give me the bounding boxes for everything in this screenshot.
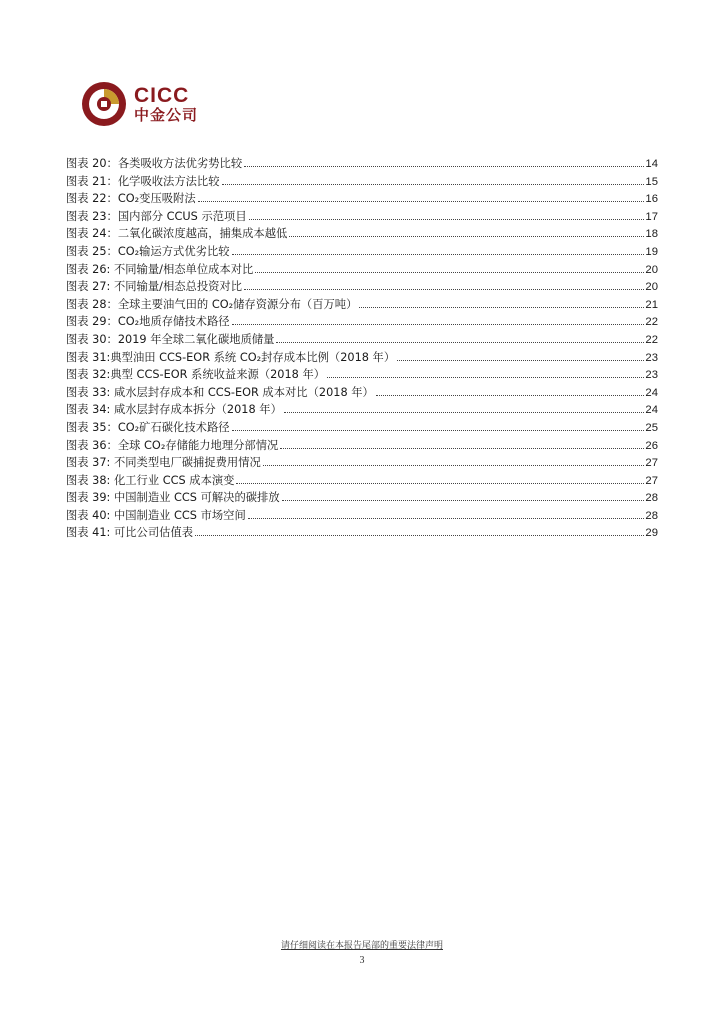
toc-entry-title: 图表 35：CO₂矿石碳化技术路径 — [66, 420, 230, 434]
toc-entry-title: 图表 36：全球 CO₂存储能力地理分部情况 — [66, 438, 279, 452]
company-logo — [80, 80, 198, 128]
toc-dot-leader — [249, 218, 645, 220]
toc-entry-page: 28 — [645, 509, 658, 522]
toc-dot-leader — [222, 183, 645, 185]
toc-entry-title: 图表 31:典型油田 CCS-EOR 系统 CO₂封存成本比例（2018 年） — [66, 350, 396, 364]
toc-entry-page: 27 — [645, 474, 658, 487]
toc-dot-leader — [284, 411, 645, 413]
toc-entry[interactable] — [66, 507, 658, 525]
toc-dot-leader — [232, 323, 645, 325]
toc-entry-page: 16 — [645, 193, 658, 206]
logo-english-name: CICC — [134, 84, 190, 107]
toc-dot-leader — [376, 394, 645, 396]
toc-dot-leader — [195, 534, 644, 536]
toc-entry-page: 23 — [645, 369, 658, 382]
toc-entry-page: 26 — [645, 439, 658, 452]
toc-entry[interactable] — [66, 261, 658, 279]
toc-entry[interactable] — [66, 489, 658, 507]
toc-entry-page: 24 — [645, 386, 658, 399]
toc-entry-title: 图表 41: 可比公司估值表 — [66, 526, 194, 540]
toc-entry-page: 21 — [645, 298, 658, 311]
toc-entry-title: 图表 30：2019 年全球二氧化碳地质储量 — [66, 332, 275, 346]
toc-entry[interactable] — [66, 173, 658, 191]
toc-dot-leader — [244, 165, 644, 167]
toc-entry-title: 图表 24：二氧化碳浓度越高，捕集成本越低 — [66, 227, 288, 241]
toc-entry-page: 29 — [645, 527, 658, 540]
toc-entry-page: 20 — [645, 281, 658, 294]
toc-entry-title: 图表 34: 咸水层封存成本拆分（2018 年） — [66, 403, 282, 417]
toc-dot-leader — [232, 253, 645, 255]
cicc-logo-icon — [80, 80, 128, 128]
toc-entry-title: 图表 23：国内部分 CCUS 示范项目 — [66, 209, 247, 223]
toc-entry-title: 图表 22：CO₂变压吸附法 — [66, 192, 196, 206]
toc-entry-page: 22 — [645, 333, 658, 346]
toc-dot-leader — [248, 517, 645, 519]
toc-entry[interactable] — [66, 296, 658, 314]
toc-entry-title: 图表 40: 中国制造业 CCS 市场空间 — [66, 508, 246, 522]
toc-dot-leader — [359, 306, 644, 308]
toc-entry-title: 图表 29：CO₂地质存储技术路径 — [66, 315, 230, 329]
toc-entry-page: 23 — [645, 351, 658, 364]
toc-dot-leader — [198, 200, 645, 202]
page-number: 3 — [359, 955, 365, 966]
toc-entry[interactable] — [66, 208, 658, 226]
toc-entry[interactable] — [66, 454, 658, 472]
toc-entry-page: 20 — [645, 263, 658, 276]
toc-entry-page: 14 — [645, 158, 658, 170]
toc-entry-page: 25 — [645, 421, 658, 434]
toc-entry[interactable] — [66, 384, 658, 402]
toc-entry-page: 17 — [645, 210, 658, 223]
toc-entry[interactable] — [66, 331, 658, 349]
toc-entry-page: 28 — [645, 492, 658, 505]
toc-entry-title: 图表 37: 不同类型电厂碳捕捉费用情况 — [66, 456, 261, 470]
toc-entry[interactable] — [66, 349, 658, 367]
toc-entry-title: 图表 39: 中国制造业 CCS 可解决的碳排放 — [66, 491, 280, 505]
toc-entry-page: 22 — [645, 316, 658, 329]
toc-entry[interactable] — [66, 225, 658, 243]
toc-entry-title: 图表 27: 不同输量/相态总投资对比 — [66, 280, 243, 294]
toc-entry[interactable] — [66, 366, 658, 384]
toc-dot-leader — [232, 429, 645, 431]
toc-entry-title: 图表 21：化学吸收法方法比较 — [66, 174, 220, 188]
logo-chinese-name: 中金公司 — [134, 106, 199, 124]
toc-dot-leader — [280, 447, 644, 449]
toc-dot-leader — [255, 271, 644, 273]
toc-entry[interactable] — [66, 243, 658, 261]
toc-entry[interactable] — [66, 419, 658, 437]
toc-entry-page: 19 — [645, 245, 658, 258]
legal-notice-link[interactable]: 请仔细阅读在本报告尾部的重要法律声明 — [280, 941, 443, 951]
toc-entry-title: 图表 32:典型 CCS-EOR 系统收益来源（2018 年） — [66, 368, 326, 382]
toc-entry[interactable] — [66, 313, 658, 331]
toc-entry-page: 15 — [645, 175, 658, 188]
toc-entry-title: 图表 33: 咸水层封存成本和 CCS-EOR 成本对比（2018 年） — [66, 385, 374, 399]
toc-dot-leader — [397, 359, 644, 361]
toc-entry[interactable] — [66, 155, 658, 173]
toc-dot-leader — [236, 482, 644, 484]
table-of-figures — [66, 155, 658, 542]
toc-entry[interactable] — [66, 401, 658, 419]
toc-entry[interactable] — [66, 472, 658, 490]
toc-entry[interactable] — [66, 278, 658, 296]
toc-entry[interactable] — [66, 190, 658, 208]
toc-entry-title: 图表 28：全球主要油气田的 CO₂储存资源分布（百万吨） — [66, 297, 358, 311]
toc-entry-page: 18 — [645, 228, 658, 241]
toc-entry-title: 图表 25：CO₂输运方式优劣比较 — [66, 244, 230, 258]
toc-dot-leader — [282, 499, 645, 501]
toc-dot-leader — [327, 376, 644, 378]
toc-dot-leader — [276, 341, 644, 343]
legal-notice[interactable] — [0, 938, 724, 951]
toc-entry-page: 27 — [645, 457, 658, 470]
toc-entry[interactable] — [66, 524, 658, 542]
toc-entry-title: 图表 26: 不同输量/相态单位成本对比 — [66, 262, 254, 276]
toc-entry-page: 24 — [645, 404, 658, 417]
toc-entry-title: 图表 20：各类吸收方法优劣势比较 — [66, 157, 243, 170]
toc-dot-leader — [289, 235, 644, 237]
toc-entry[interactable] — [66, 437, 658, 455]
toc-dot-leader — [263, 464, 645, 466]
toc-dot-leader — [244, 288, 644, 290]
toc-entry-title: 图表 38: 化工行业 CCS 成本演变 — [66, 473, 235, 487]
